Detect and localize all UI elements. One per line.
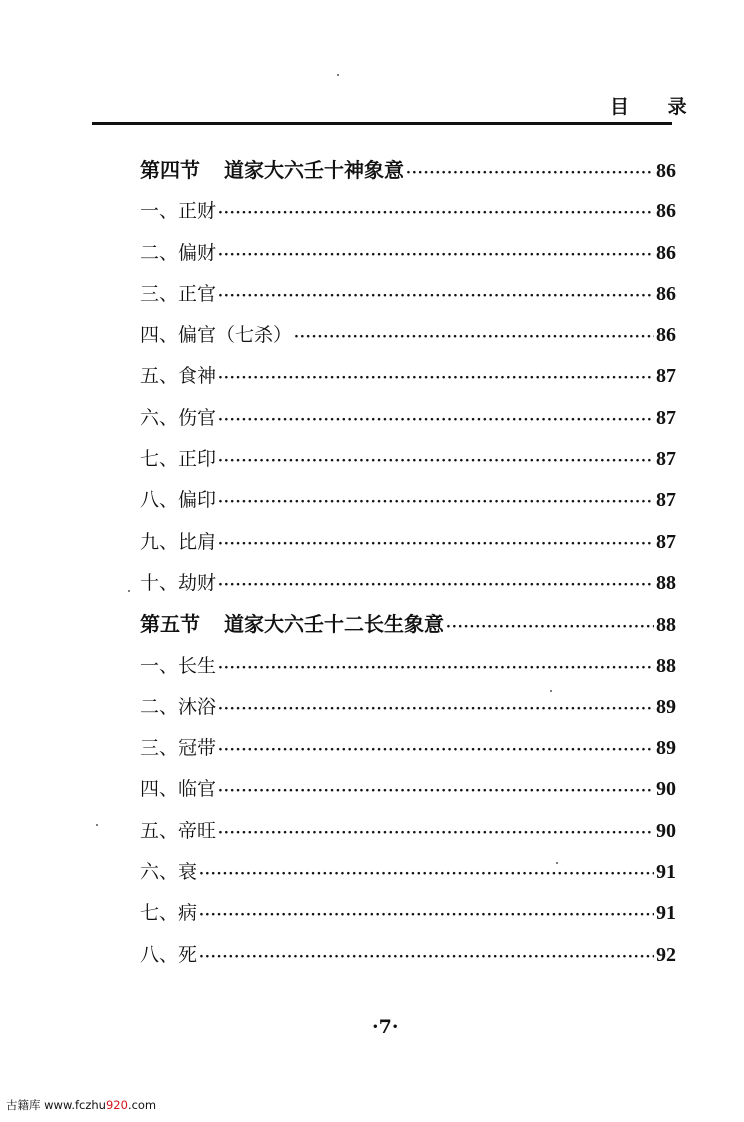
toc-section-label [140, 150, 404, 191]
toc-leader-dots [218, 648, 654, 689]
scan-speck [556, 862, 558, 864]
toc-item-label: 三、正官 [140, 282, 217, 305]
toc-item-row[interactable] [140, 893, 676, 934]
toc-leader-dots [218, 565, 654, 606]
toc-item-label: 六、衰 [140, 861, 198, 884]
toc-page-number: 86 [656, 324, 676, 347]
toc-page-number: 91 [656, 902, 676, 925]
header-rule [92, 122, 672, 125]
toc-section-title: 道家大六壬十神象意 [224, 158, 404, 182]
toc-page-number: 86 [656, 200, 676, 223]
toc-page-number: 89 [656, 695, 676, 718]
toc-leader-dots [218, 771, 654, 812]
table-of-contents [140, 150, 676, 976]
toc-page-number: 90 [656, 778, 676, 801]
toc-leader-dots [218, 689, 654, 730]
toc-section-number: 第五节 [140, 612, 200, 637]
toc-section-number: 第四节 [140, 158, 200, 182]
toc-item-row[interactable] [140, 315, 676, 356]
toc-leader-dots [446, 607, 654, 648]
toc-section-title: 道家大六壬十二长生象意 [224, 612, 444, 637]
toc-item-row[interactable] [140, 398, 676, 439]
toc-leader-dots [218, 276, 654, 317]
toc-item-label: 二、沐浴 [140, 695, 217, 718]
toc-leader-dots [294, 317, 654, 358]
toc-item-row[interactable] [140, 274, 676, 315]
toc-leader-dots [406, 153, 654, 194]
toc-page-number: 86 [656, 282, 676, 305]
toc-item-label: 一、正财 [140, 200, 217, 223]
toc-page-number: 88 [656, 571, 676, 594]
toc-item-label: 十、劫财 [140, 571, 217, 594]
toc-section-label [140, 604, 444, 645]
toc-item-row[interactable] [140, 728, 676, 769]
toc-page-number: 87 [656, 365, 676, 388]
toc-page-number: 89 [656, 737, 676, 760]
toc-item-row[interactable] [140, 480, 676, 521]
toc-item-label: 一、长生 [140, 654, 217, 677]
toc-item-label: 五、帝旺 [140, 819, 217, 842]
toc-leader-dots [218, 235, 654, 276]
toc-page-number: 88 [656, 654, 676, 677]
toc-leader-dots [218, 400, 654, 441]
watermark-url-link[interactable] [44, 1098, 156, 1112]
toc-leader-dots [199, 854, 654, 895]
toc-page-number: 87 [656, 448, 676, 471]
toc-page-number: 88 [656, 614, 676, 637]
toc-leader-dots [218, 358, 654, 399]
toc-leader-dots [218, 813, 654, 854]
toc-item-label: 八、偏印 [140, 489, 217, 512]
toc-leader-dots [218, 482, 654, 523]
toc-page-number: 92 [656, 943, 676, 966]
toc-item-label: 七、病 [140, 902, 198, 925]
toc-leader-dots [218, 193, 654, 234]
toc-item-label: 七、正印 [140, 448, 217, 471]
toc-page-number: 87 [656, 489, 676, 512]
toc-item-label: 二、偏财 [140, 241, 217, 264]
page-header-title: 目 录 [610, 96, 703, 118]
toc-item-label: 六、伤官 [140, 406, 217, 429]
toc-item-row[interactable] [140, 852, 676, 893]
toc-page-number: 87 [656, 406, 676, 429]
toc-leader-dots [218, 524, 654, 565]
toc-item-row[interactable] [140, 646, 676, 687]
scan-speck [337, 74, 339, 76]
toc-item-row[interactable] [140, 191, 676, 232]
toc-leader-dots [218, 441, 654, 482]
toc-item-row[interactable] [140, 233, 676, 274]
toc-item-row[interactable] [140, 563, 676, 604]
toc-item-row[interactable] [140, 439, 676, 480]
toc-item-row[interactable] [140, 687, 676, 728]
scan-speck [550, 690, 552, 692]
toc-item-label: 四、临官 [140, 778, 217, 801]
toc-page-number: 87 [656, 530, 676, 553]
toc-item-row[interactable] [140, 935, 676, 976]
toc-item-row[interactable] [140, 769, 676, 810]
toc-item-row[interactable] [140, 522, 676, 563]
toc-leader-dots [199, 937, 654, 978]
watermark-url-prefix: www.fczhu [44, 1098, 106, 1112]
watermark-url-suffix: .com [127, 1098, 157, 1112]
toc-item-row[interactable] [140, 811, 676, 852]
toc-section-row[interactable] [140, 604, 676, 645]
toc-section-row[interactable] [140, 150, 676, 191]
toc-item-label: 四、偏官（七杀） [140, 324, 293, 347]
page-number: ·7· [372, 1016, 399, 1038]
watermark [6, 1097, 156, 1113]
watermark-url-number: 920 [105, 1098, 128, 1112]
toc-leader-dots [218, 730, 654, 771]
toc-leader-dots [199, 895, 654, 936]
scan-speck [128, 590, 130, 592]
toc-page-number: 86 [656, 160, 676, 182]
toc-item-label: 八、死 [140, 943, 198, 966]
toc-page-number: 91 [656, 861, 676, 884]
scan-speck [96, 824, 98, 826]
toc-item-label: 九、比肩 [140, 530, 217, 553]
toc-item-row[interactable] [140, 356, 676, 397]
toc-page-number: 86 [656, 241, 676, 264]
watermark-site-name: 古籍库 [6, 1098, 41, 1112]
toc-page-number: 90 [656, 819, 676, 842]
toc-item-label: 五、食神 [140, 365, 217, 388]
toc-item-label: 三、冠带 [140, 737, 217, 760]
